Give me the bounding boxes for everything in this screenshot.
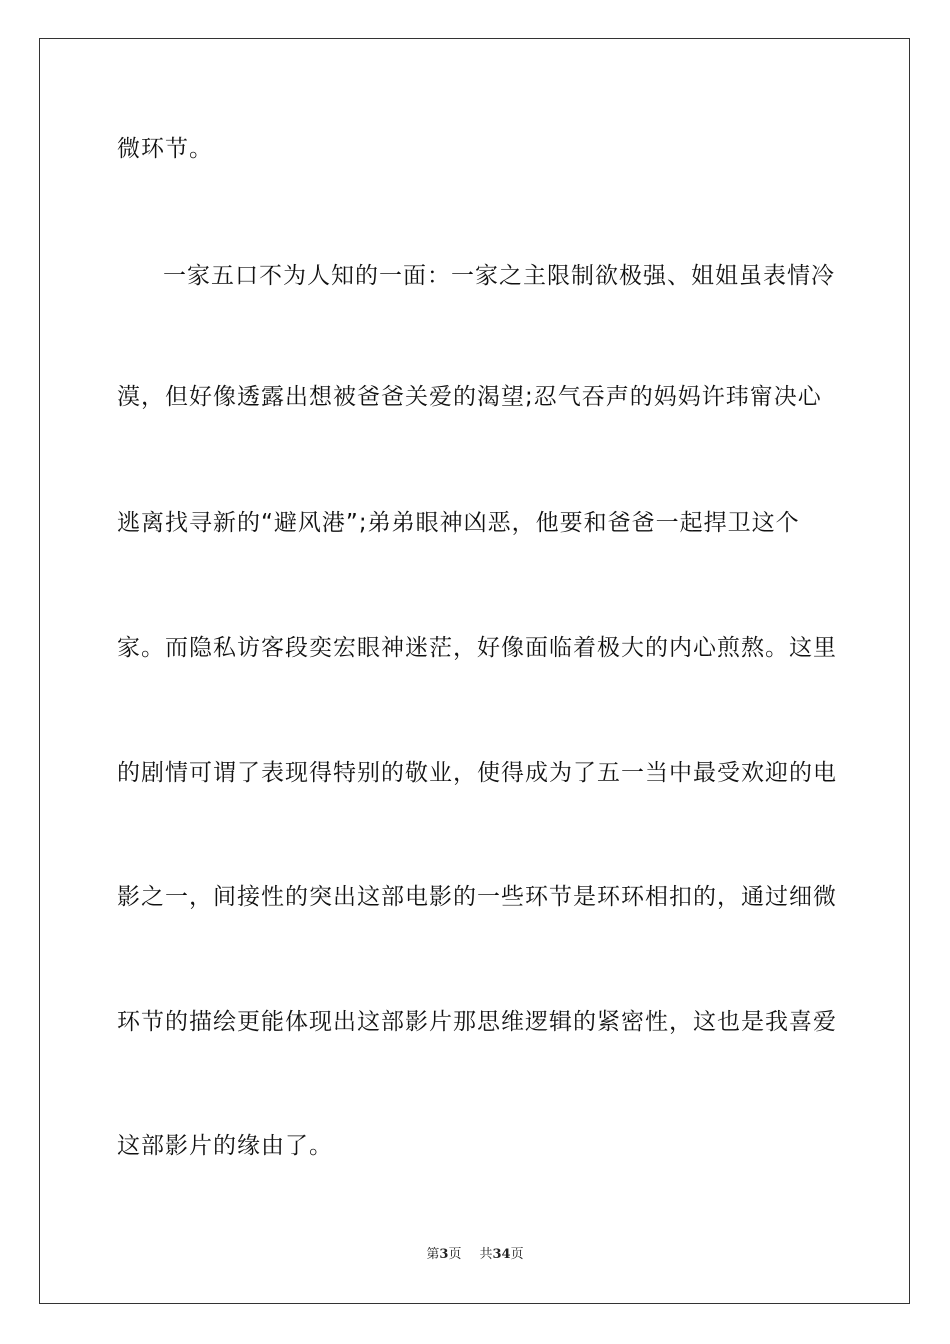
paragraph-line-8: 环节的描绘更能体现出这部影片那思维逻辑的紧密性，这也是我喜爱 xyxy=(117,1009,837,1035)
paragraph-line-4: 逃离找寻新的“避风港”;弟弟眼神凶恶，他要和爸爸一起捍卫这个 xyxy=(117,510,800,536)
paragraph-line-3: 漠，但好像透露出想被爸爸关爱的渴望;忍气吞声的妈妈许玮甯决心 xyxy=(117,384,822,410)
page-footer xyxy=(0,1246,950,1264)
page-number: 3 xyxy=(439,1247,449,1262)
total-pages: 34 xyxy=(492,1247,511,1262)
total-suffix: 页 xyxy=(510,1247,524,1262)
paragraph-line-6: 的剧情可谓了表现得特别的敬业，使得成为了五一当中最受欢迎的电 xyxy=(117,760,837,786)
paragraph-line-5: 家。而隐私访客段奕宏眼神迷茫，好像面临着极大的内心煎熬。这里 xyxy=(117,635,837,661)
total-prefix: 共 xyxy=(479,1247,493,1262)
page-border xyxy=(39,38,910,1304)
paragraph-line-7: 影之一，间接性的突出这部电影的一些环节是环环相扣的，通过细微 xyxy=(117,884,837,910)
page-prefix: 第 xyxy=(426,1247,440,1262)
page-suffix: 页 xyxy=(448,1247,462,1262)
paragraph-line-1: 微环节。 xyxy=(117,136,213,162)
paragraph-line-2: 一家五口不为人知的一面：一家之主限制欲极强、姐姐虽表情冷 xyxy=(163,263,835,289)
paragraph-line-9: 这部影片的缘由了。 xyxy=(117,1133,333,1159)
